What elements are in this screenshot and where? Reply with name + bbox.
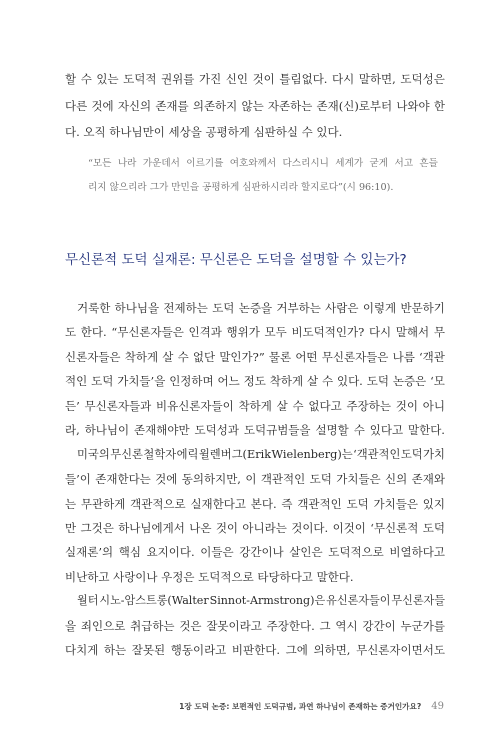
quote-line: “모든 나라 가운데서 이르기를 여호와께서 다스리시니 세계가 굳게 서고 흔들 — [88, 158, 438, 169]
text-line: 거룩한 하나님을 전제하는 도덕 논증을 거부하는 사람은 이렇게 반문하기 — [77, 301, 445, 315]
text-line: 도 한다. “무신론자들은 인격과 행위가 모두 비도덕적인가? 다시 말해서 무 — [65, 325, 445, 340]
text-line: 신론자들은 착하게 살 수 없단 말인가?” 물론 어떤 무신론자들은 나름 ‘객관 — [65, 349, 445, 364]
text-line: 든’ 무신론자들과 비유신론자들이 착하게 살 수 없다고 주장하는 것이 아니 — [65, 398, 445, 413]
text-line: 적인 도덕 가치들’을 인정하며 어느 정도 착하게 살 수 있다. 도덕 논증은 ‘모 — [65, 374, 445, 389]
text-line: 만 그것은 하나님에게서 나온 것이 아니라는 것이다. 이것이 ‘무신론적 도덕 — [65, 520, 445, 535]
page-number: 49 — [431, 701, 444, 712]
text-line: 들’이 존재한다는 것에 동의하지만, 이 객관적인 도덕 가치들은 신의 존재와 — [65, 472, 445, 487]
text-line: 월터 시노-암스트롱(Walter Sinnot-Armstrong)은 유신론자들이 무신론자들 — [77, 594, 445, 608]
scripture-quote — [88, 152, 438, 200]
running-footer — [179, 701, 444, 712]
paragraph-2 — [65, 296, 445, 663]
section-heading: 무신론적 도덕 실재론: 무신론은 도덕을 설명할 수 있는가? — [65, 252, 407, 268]
quote-line: 리지 않으리라 그가 만민을 공평하게 심판하시리라 할지로다”(시 96:10). — [88, 182, 394, 193]
text-line: 할 수 있는 도덕적 권위를 가진 신인 것이 틀림없다. 다시 말하면, 도덕성은 — [65, 72, 445, 86]
chapter-title: 1장 도덕 논증: 보편적인 도덕규범, 과연 하나님이 존재하는 증거인가요? — [179, 702, 422, 711]
text-line: 다치게 하는 잘못된 행동이라고 비판한다. 그에 의하면, 무신론자이면서도 — [65, 643, 445, 658]
text-line: 다른 것에 자신의 존재를 의존하지 않는 자존하는 존재(신)로부터 나와야 한 — [65, 98, 445, 113]
text-line: 는 무관하게 객관적으로 실재한다고 본다. 즉 객관적인 도덕 가치들은 있지 — [65, 496, 445, 511]
text-line: 미국의 무신론 철학자 에릭 윌렌버그(Erik Wielenberg)는 ‘객관적인 도덕 가치 — [77, 447, 445, 461]
paragraph-1 — [65, 66, 445, 146]
text-line: 실재론’의 핵심 요지이다. 이들은 강간이나 살인은 도덕적으로 비열하다고 — [65, 545, 445, 560]
text-line: 을 죄인으로 취급하는 것은 잘못이라고 주장한다. 그 역시 강간이 누군가를 — [65, 618, 445, 633]
text-line: 라, 하나님이 존재해야만 도덕성과 도덕규범들을 설명할 수 있다고 말한다. — [65, 423, 445, 438]
text-line: 비난하고 사랑이나 우정은 도덕적으로 타당하다고 말한다. — [65, 569, 354, 584]
text-line: 다. 오직 하나님만이 세상을 공평하게 심판하실 수 있다. — [65, 125, 343, 139]
